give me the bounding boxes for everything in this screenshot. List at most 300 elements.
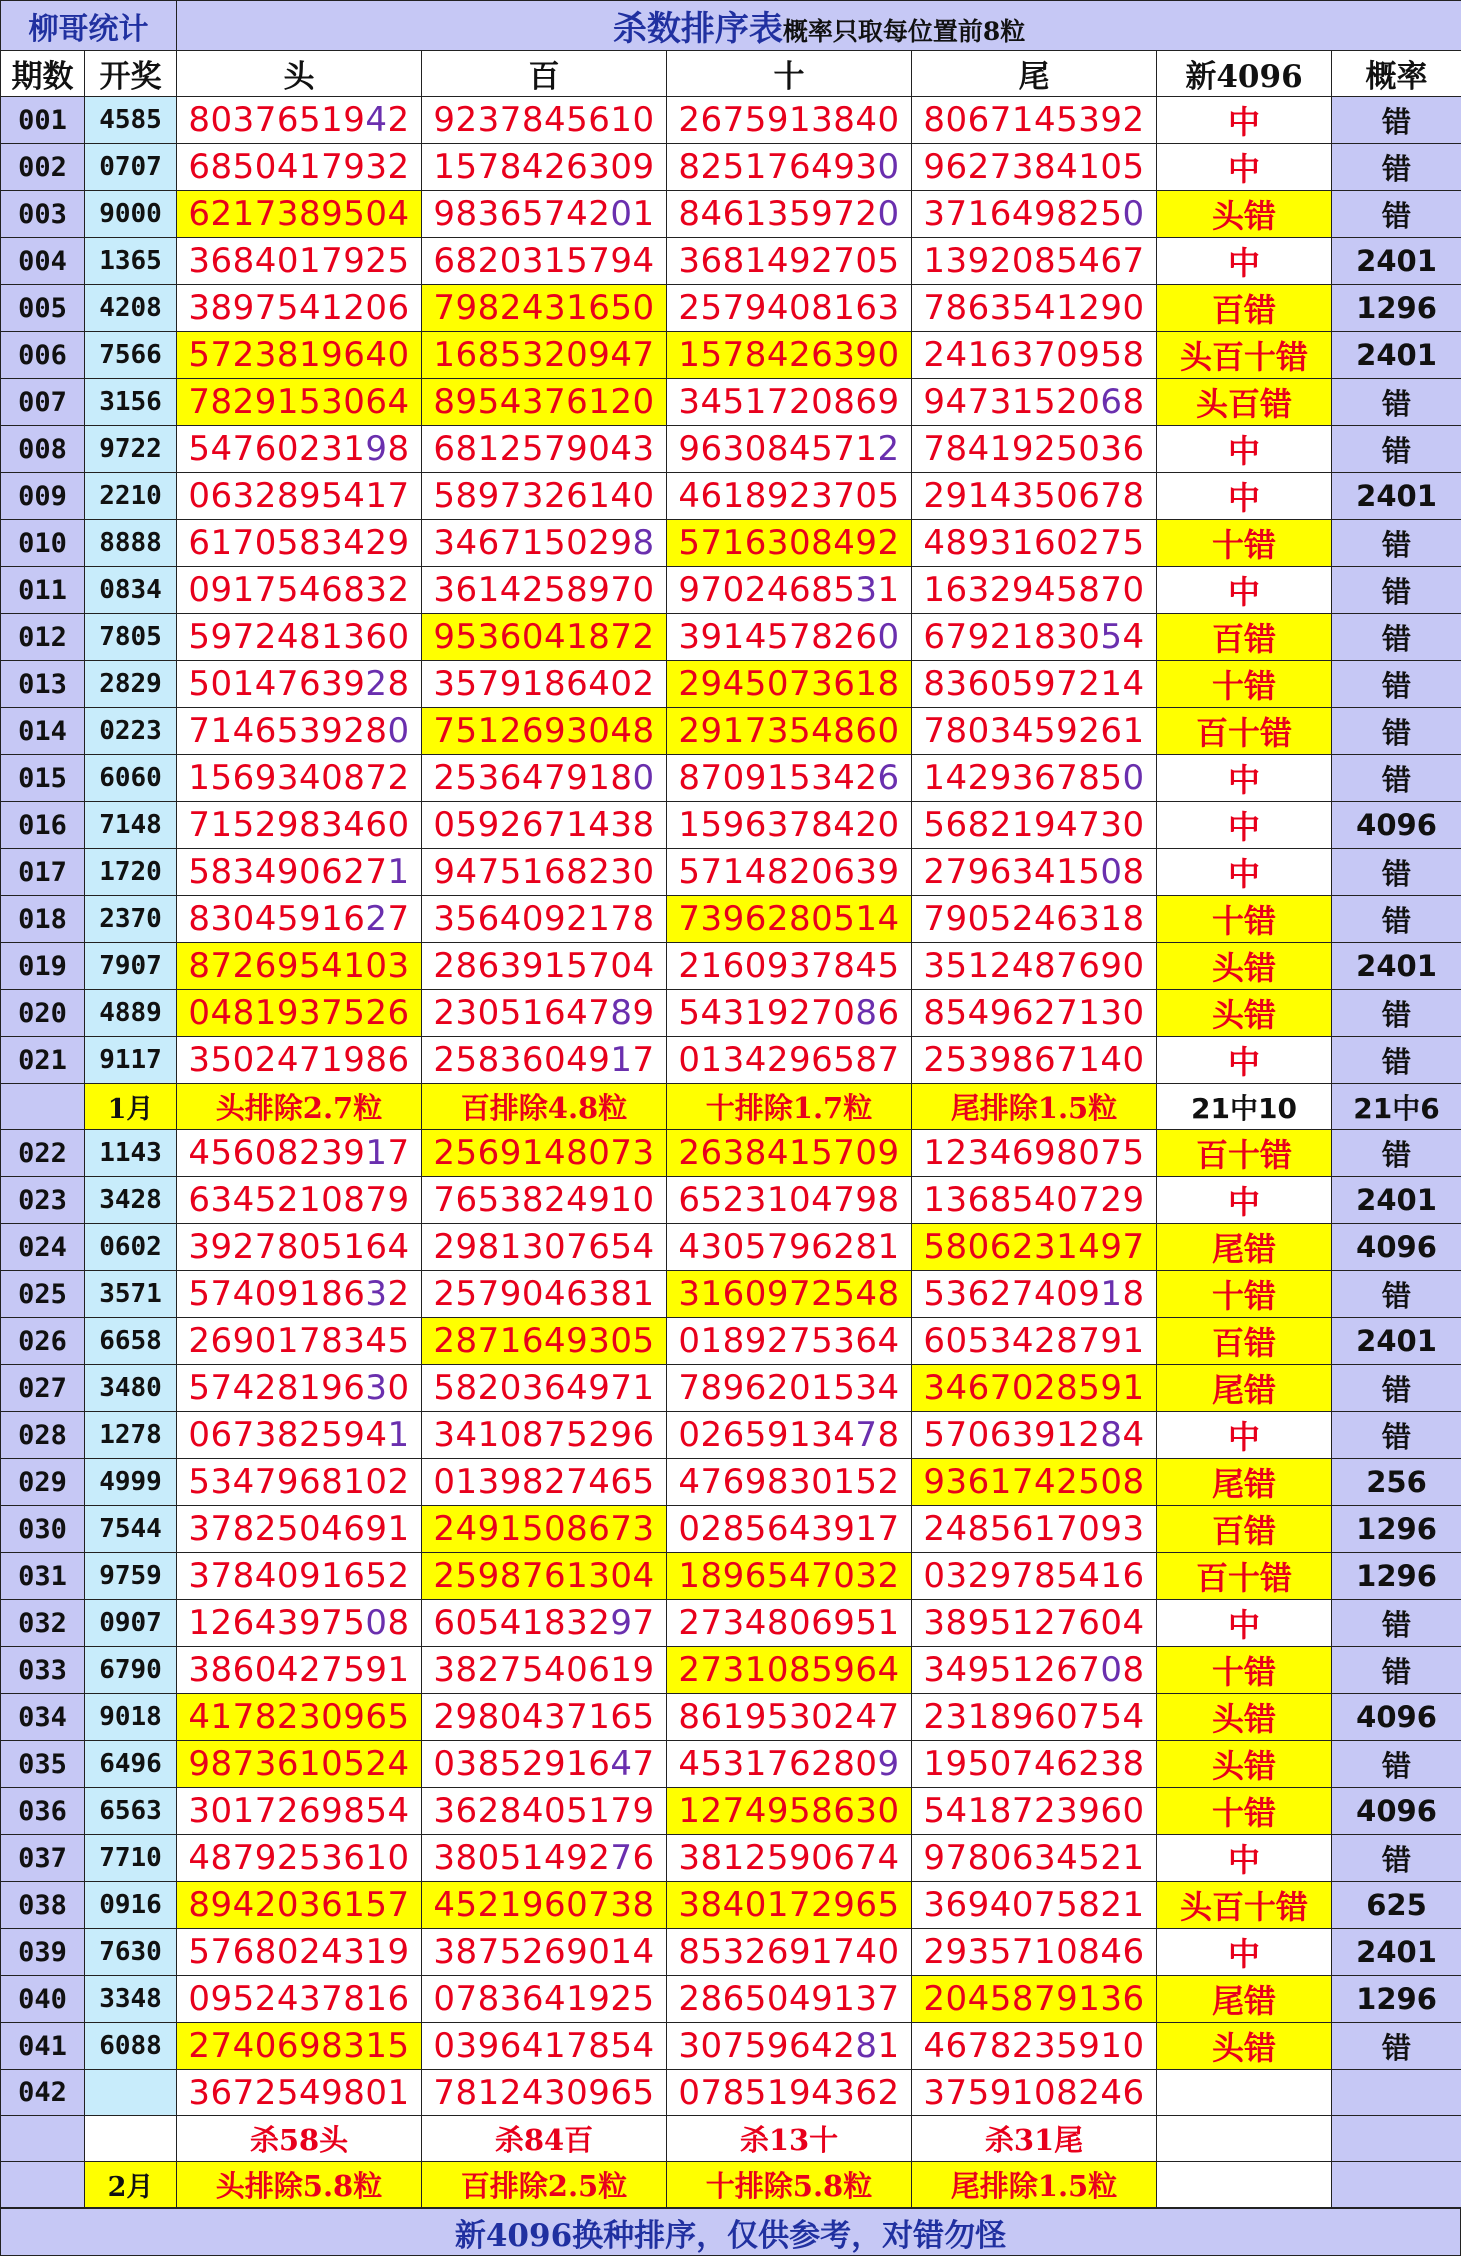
table-row bbox=[1, 1412, 1461, 1459]
sequence-text: 9536041872 bbox=[433, 617, 654, 657]
sequence-text: 4178230965 bbox=[188, 1697, 409, 1737]
sequence-text: 4531762809 bbox=[678, 1744, 899, 1784]
sequence-units bbox=[912, 708, 1157, 755]
sequence-units bbox=[912, 379, 1157, 426]
sequence-hundreds bbox=[422, 1224, 667, 1271]
sequence-tens bbox=[667, 1647, 912, 1694]
month-label: 2月 bbox=[85, 2162, 177, 2208]
probability-cell: 256 bbox=[1332, 1459, 1461, 1506]
result-cell: 头错 bbox=[1157, 2023, 1332, 2070]
matched-digit: 0 bbox=[633, 758, 655, 798]
result-cell: 百十错 bbox=[1157, 1553, 1332, 1600]
result-cell: 头百错 bbox=[1157, 379, 1332, 426]
sequence-hundreds bbox=[422, 238, 667, 285]
sequence-text: 9473152068 bbox=[923, 382, 1144, 422]
sequence-hundreds bbox=[422, 1365, 667, 1412]
sequence-text: 1368540729 bbox=[923, 1180, 1144, 1220]
result-cell: 中 bbox=[1157, 238, 1332, 285]
sequence-units bbox=[912, 1929, 1157, 1976]
draw-cell: 0907 bbox=[85, 1600, 177, 1647]
sequence-thousands bbox=[177, 1600, 422, 1647]
table-row bbox=[1, 238, 1461, 285]
sequence-units bbox=[912, 473, 1157, 520]
probability-cell: 2401 bbox=[1332, 332, 1461, 379]
sequence-thousands bbox=[177, 1318, 422, 1365]
sequence-text: 1429367850 bbox=[923, 758, 1144, 798]
sequence-text: 3694075821 bbox=[923, 1885, 1144, 1925]
title-row bbox=[1, 1, 1461, 51]
probability-cell: 错 bbox=[1332, 97, 1461, 144]
sequence-hundreds bbox=[422, 708, 667, 755]
draw-cell: 3428 bbox=[85, 1177, 177, 1224]
sequence-text: 2980437165 bbox=[433, 1697, 654, 1737]
matched-digit: 0 bbox=[1100, 1650, 1122, 1690]
sequence-tens bbox=[667, 1882, 912, 1929]
exclusion-units: 尾排除1.5粒 bbox=[912, 2162, 1157, 2208]
sequence-text: 3840172965 bbox=[678, 1885, 899, 1925]
sequence-text: 5418723960 bbox=[923, 1791, 1144, 1831]
month-summary-row bbox=[1, 2162, 1461, 2208]
sequence-text: 3897541206 bbox=[188, 288, 409, 328]
sequence-units bbox=[912, 990, 1157, 1037]
sequence-units bbox=[912, 191, 1157, 238]
sequence-text: 6820315794 bbox=[433, 241, 654, 281]
sequence-thousands bbox=[177, 238, 422, 285]
footer-row bbox=[1, 2209, 1461, 2256]
period-cell: 019 bbox=[1, 943, 85, 990]
brand-label: 柳哥统计 bbox=[1, 1, 177, 51]
table-row bbox=[1, 1130, 1461, 1177]
sequence-text: 0783641925 bbox=[433, 1979, 654, 2019]
period-cell: 035 bbox=[1, 1741, 85, 1788]
sequence-units bbox=[912, 238, 1157, 285]
sequence-hundreds bbox=[422, 1553, 667, 1600]
sequence-tens bbox=[667, 520, 912, 567]
sequence-text: 9702468531 bbox=[678, 570, 899, 610]
matched-digit: 8 bbox=[855, 2026, 877, 2066]
matched-digit: 8 bbox=[1100, 1415, 1122, 1455]
matched-digit: 1 bbox=[365, 1133, 387, 1173]
matched-digit: 1 bbox=[388, 852, 410, 892]
sequence-text: 8549627130 bbox=[923, 993, 1144, 1033]
sequence-text: 4618923705 bbox=[678, 476, 899, 516]
draw-cell: 7907 bbox=[85, 943, 177, 990]
sequence-units bbox=[912, 802, 1157, 849]
sequence-units bbox=[912, 614, 1157, 661]
kill-blank bbox=[1332, 2116, 1461, 2162]
sequence-text: 3614258970 bbox=[433, 570, 654, 610]
table-row bbox=[1, 1365, 1461, 1412]
draw-cell: 8888 bbox=[85, 520, 177, 567]
sequence-text: 2318960754 bbox=[923, 1697, 1144, 1737]
draw-cell: 6496 bbox=[85, 1741, 177, 1788]
draw-cell: 6060 bbox=[85, 755, 177, 802]
sequence-text: 7829153064 bbox=[188, 382, 409, 422]
sequence-text: 7512693048 bbox=[433, 711, 654, 751]
probability-cell: 1296 bbox=[1332, 1553, 1461, 1600]
sequence-tens bbox=[667, 896, 912, 943]
sequence-units bbox=[912, 2023, 1157, 2070]
table-row bbox=[1, 97, 1461, 144]
sequence-tens bbox=[667, 1177, 912, 1224]
sequence-units bbox=[912, 1177, 1157, 1224]
sequence-text: 2160937845 bbox=[678, 946, 899, 986]
matched-digit: 6 bbox=[1100, 382, 1122, 422]
sequence-tens bbox=[667, 849, 912, 896]
sequence-thousands bbox=[177, 567, 422, 614]
result-cell: 十错 bbox=[1157, 520, 1332, 567]
sequence-text: 2491508673 bbox=[433, 1509, 654, 1549]
period-cell: 001 bbox=[1, 97, 85, 144]
result-cell: 头百十错 bbox=[1157, 1882, 1332, 1929]
sequence-text: 2536479180 bbox=[433, 758, 654, 798]
sequence-tens bbox=[667, 1271, 912, 1318]
sequence-text: 9361742508 bbox=[923, 1462, 1144, 1502]
draw-cell: 6658 bbox=[85, 1318, 177, 1365]
sequence-text: 1578426309 bbox=[433, 147, 654, 187]
sequence-text: 4678235910 bbox=[923, 2026, 1144, 2066]
sequence-text: 2416370958 bbox=[923, 335, 1144, 375]
table-row bbox=[1, 1600, 1461, 1647]
sequence-text: 2863915704 bbox=[433, 946, 654, 986]
probability-cell: 错 bbox=[1332, 896, 1461, 943]
header-tens: 十 bbox=[667, 51, 912, 97]
sequence-hundreds bbox=[422, 520, 667, 567]
sequence-text: 2579408163 bbox=[678, 288, 899, 328]
matched-digit: 7 bbox=[855, 1415, 877, 1455]
sequence-text: 8532691740 bbox=[678, 1932, 899, 1972]
period-cell: 016 bbox=[1, 802, 85, 849]
sequence-hundreds bbox=[422, 144, 667, 191]
sequence-tens bbox=[667, 661, 912, 708]
matched-digit: 1 bbox=[610, 1040, 632, 1080]
sequence-hundreds bbox=[422, 1177, 667, 1224]
draw-cell: 1278 bbox=[85, 1412, 177, 1459]
sequence-hundreds bbox=[422, 1459, 667, 1506]
table-row bbox=[1, 1929, 1461, 1976]
sequence-text: 0285643917 bbox=[678, 1509, 899, 1549]
result-cell: 百十错 bbox=[1157, 708, 1332, 755]
exclusion-hundreds: 百排除4.8粒 bbox=[422, 1084, 667, 1130]
sequence-text: 5014763928 bbox=[188, 664, 409, 704]
period-cell: 025 bbox=[1, 1271, 85, 1318]
draw-cell: 1720 bbox=[85, 849, 177, 896]
probability-cell: 错 bbox=[1332, 191, 1461, 238]
draw-cell: 9722 bbox=[85, 426, 177, 473]
sequence-hundreds bbox=[422, 2023, 667, 2070]
sequence-hundreds bbox=[422, 990, 667, 1037]
month-blank bbox=[1, 2162, 85, 2208]
sequence-text: 5706391284 bbox=[923, 1415, 1144, 1455]
sequence-units bbox=[912, 1882, 1157, 1929]
draw-cell: 9018 bbox=[85, 1694, 177, 1741]
result-cell: 中 bbox=[1157, 1929, 1332, 1976]
table-row bbox=[1, 567, 1461, 614]
table-row bbox=[1, 1882, 1461, 1929]
result-cell: 十错 bbox=[1157, 1271, 1332, 1318]
sequence-hundreds bbox=[422, 1037, 667, 1084]
sequence-thousands bbox=[177, 1506, 422, 1553]
sequence-text: 3716498250 bbox=[923, 194, 1144, 234]
sequence-tens bbox=[667, 1318, 912, 1365]
sequence-tens bbox=[667, 191, 912, 238]
header-row bbox=[1, 51, 1461, 97]
sequence-units bbox=[912, 1318, 1157, 1365]
result-cell: 头错 bbox=[1157, 191, 1332, 238]
sequence-text: 4769830152 bbox=[678, 1462, 899, 1502]
sequence-units bbox=[912, 1506, 1157, 1553]
sequence-thousands bbox=[177, 1929, 422, 1976]
sequence-text: 3451720869 bbox=[678, 382, 899, 422]
matched-digit: 4 bbox=[610, 1744, 632, 1784]
sequence-tens bbox=[667, 144, 912, 191]
sequence-text: 2569148073 bbox=[433, 1133, 654, 1173]
table-row bbox=[1, 1037, 1461, 1084]
period-cell: 020 bbox=[1, 990, 85, 1037]
period-cell: 024 bbox=[1, 1224, 85, 1271]
sequence-tens bbox=[667, 238, 912, 285]
sequence-thousands bbox=[177, 1741, 422, 1788]
sequence-units bbox=[912, 1788, 1157, 1835]
sequence-text: 5806231497 bbox=[923, 1227, 1144, 1267]
sequence-units bbox=[912, 1741, 1157, 1788]
draw-cell: 1143 bbox=[85, 1130, 177, 1177]
sequence-thousands bbox=[177, 285, 422, 332]
month-blank bbox=[1332, 2162, 1461, 2208]
sequence-thousands bbox=[177, 1553, 422, 1600]
sequence-text: 9237845610 bbox=[433, 100, 654, 140]
sequence-text: 5431927086 bbox=[678, 993, 899, 1033]
sequence-text: 8360597214 bbox=[923, 664, 1144, 704]
table-row bbox=[1, 896, 1461, 943]
matched-digit: 0 bbox=[878, 617, 900, 657]
sequence-text: 5740918632 bbox=[188, 1274, 409, 1314]
sequence-text: 2796341508 bbox=[923, 852, 1144, 892]
table-row bbox=[1, 1318, 1461, 1365]
draw-cell: 4585 bbox=[85, 97, 177, 144]
sequence-units bbox=[912, 1412, 1157, 1459]
sequence-text: 2690178345 bbox=[188, 1321, 409, 1361]
sequence-thousands bbox=[177, 896, 422, 943]
sequence-text: 7863541290 bbox=[923, 288, 1144, 328]
sequence-text: 9627384105 bbox=[923, 147, 1144, 187]
sequence-units bbox=[912, 1976, 1157, 2023]
sequence-text: 0673825941 bbox=[188, 1415, 409, 1455]
sequence-hundreds bbox=[422, 1130, 667, 1177]
sequence-hundreds bbox=[422, 896, 667, 943]
period-cell: 003 bbox=[1, 191, 85, 238]
period-cell: 030 bbox=[1, 1506, 85, 1553]
exclusion-hundreds: 百排除2.5粒 bbox=[422, 2162, 667, 2208]
sequence-text: 1234698075 bbox=[923, 1133, 1144, 1173]
result-cell: 中 bbox=[1157, 1600, 1332, 1647]
sequence-text: 6054183297 bbox=[433, 1603, 654, 1643]
sequence-text: 3075964281 bbox=[678, 2026, 899, 2066]
draw-cell: 7148 bbox=[85, 802, 177, 849]
header-thousands: 头 bbox=[177, 51, 422, 97]
table-row bbox=[1, 1271, 1461, 1318]
sequence-tens bbox=[667, 708, 912, 755]
table-row bbox=[1, 1835, 1461, 1882]
sequence-text: 2945073618 bbox=[678, 664, 899, 704]
sequence-hundreds bbox=[422, 755, 667, 802]
sequence-text: 2935710846 bbox=[923, 1932, 1144, 1972]
table-row bbox=[1, 708, 1461, 755]
sequence-text: 5834906271 bbox=[188, 852, 409, 892]
table-row bbox=[1, 849, 1461, 896]
result-cell: 十错 bbox=[1157, 1647, 1332, 1694]
result-cell: 中 bbox=[1157, 1835, 1332, 1882]
sequence-thousands bbox=[177, 849, 422, 896]
sequence-thousands bbox=[177, 1130, 422, 1177]
table-row bbox=[1, 379, 1461, 426]
sequence-text: 9475168230 bbox=[433, 852, 654, 892]
sequence-units bbox=[912, 2070, 1157, 2116]
sequence-tens bbox=[667, 943, 912, 990]
exclusion-tens: 十排除5.8粒 bbox=[667, 2162, 912, 2208]
table-row bbox=[1, 1177, 1461, 1224]
draw-cell: 9759 bbox=[85, 1553, 177, 1600]
matched-digit: 7 bbox=[610, 1838, 632, 1878]
period-cell: 036 bbox=[1, 1788, 85, 1835]
sequence-tens bbox=[667, 1835, 912, 1882]
result-cell: 十错 bbox=[1157, 896, 1332, 943]
sequence-thousands bbox=[177, 1365, 422, 1412]
probability-cell: 错 bbox=[1332, 755, 1461, 802]
draw-cell: 7544 bbox=[85, 1506, 177, 1553]
draw-cell: 7630 bbox=[85, 1929, 177, 1976]
sequence-thousands bbox=[177, 708, 422, 755]
matched-digit: 9 bbox=[365, 429, 387, 469]
sequence-text: 2914350678 bbox=[923, 476, 1144, 516]
sequence-hundreds bbox=[422, 285, 667, 332]
period-cell: 039 bbox=[1, 1929, 85, 1976]
probability-cell: 2401 bbox=[1332, 1929, 1461, 1976]
sequence-text: 3784091652 bbox=[188, 1556, 409, 1596]
sequence-text: 3502471986 bbox=[188, 1040, 409, 1080]
period-cell: 002 bbox=[1, 144, 85, 191]
probability-cell: 错 bbox=[1332, 1412, 1461, 1459]
sequence-units bbox=[912, 426, 1157, 473]
exclusion-thousands: 头排除2.7粒 bbox=[177, 1084, 422, 1130]
kill-blank bbox=[85, 2116, 177, 2162]
draw-cell: 3348 bbox=[85, 1976, 177, 2023]
result-cell: 中 bbox=[1157, 802, 1332, 849]
header-period: 期数 bbox=[1, 51, 85, 97]
sequence-units bbox=[912, 1835, 1157, 1882]
header-draw: 开奖 bbox=[85, 51, 177, 97]
sequence-hundreds bbox=[422, 426, 667, 473]
sequence-units bbox=[912, 97, 1157, 144]
sequence-tens bbox=[667, 332, 912, 379]
sequence-text: 0785194362 bbox=[678, 2073, 899, 2113]
table-row bbox=[1, 2070, 1461, 2116]
matched-digit: 0 bbox=[388, 711, 410, 751]
sequence-text: 2579046381 bbox=[433, 1274, 654, 1314]
probability-cell: 1296 bbox=[1332, 1506, 1461, 1553]
sequence-text: 3805149276 bbox=[433, 1838, 654, 1878]
result-cell: 尾错 bbox=[1157, 1459, 1332, 1506]
draw-cell: 6088 bbox=[85, 2023, 177, 2070]
sequence-text: 5682194730 bbox=[923, 805, 1144, 845]
result-cell: 中 bbox=[1157, 567, 1332, 614]
kill-row bbox=[1, 2116, 1461, 2162]
probability-cell: 错 bbox=[1332, 708, 1461, 755]
sequence-text: 8942036157 bbox=[188, 1885, 409, 1925]
sequence-thousands bbox=[177, 1788, 422, 1835]
draw-cell: 4208 bbox=[85, 285, 177, 332]
sequence-text: 3564092178 bbox=[433, 899, 654, 939]
sequence-text: 3875269014 bbox=[433, 1932, 654, 1972]
sequence-thousands bbox=[177, 943, 422, 990]
draw-cell: 6790 bbox=[85, 1647, 177, 1694]
sequence-tens bbox=[667, 1130, 912, 1177]
matched-digit: 1 bbox=[388, 1415, 410, 1455]
sequence-text: 3467150298 bbox=[433, 523, 654, 563]
period-cell: 042 bbox=[1, 2070, 85, 2116]
sequence-text: 7146539280 bbox=[188, 711, 409, 751]
sequence-tens bbox=[667, 1600, 912, 1647]
result-cell: 百错 bbox=[1157, 1506, 1332, 1553]
probability-cell: 1296 bbox=[1332, 285, 1461, 332]
period-cell: 009 bbox=[1, 473, 85, 520]
draw-cell: 0834 bbox=[85, 567, 177, 614]
sequence-tens bbox=[667, 1976, 912, 2023]
probability-cell: 错 bbox=[1332, 1647, 1461, 1694]
table-row bbox=[1, 1224, 1461, 1271]
title-cell bbox=[177, 1, 1461, 51]
result-cell: 头错 bbox=[1157, 990, 1332, 1037]
sequence-text: 0189275364 bbox=[678, 1321, 899, 1361]
sequence-text: 4521960738 bbox=[433, 1885, 654, 1925]
sequence-thousands bbox=[177, 332, 422, 379]
result-cell: 中 bbox=[1157, 473, 1332, 520]
sequence-text: 5723819640 bbox=[188, 335, 409, 375]
result-cell: 十错 bbox=[1157, 1788, 1332, 1835]
sequence-thousands bbox=[177, 1882, 422, 1929]
sequence-text: 5768024319 bbox=[188, 1932, 409, 1972]
sequence-text: 3895127604 bbox=[923, 1603, 1144, 1643]
matched-digit: 8 bbox=[633, 523, 655, 563]
sequence-hundreds bbox=[422, 1412, 667, 1459]
sequence-tens bbox=[667, 1224, 912, 1271]
sequence-text: 6217389504 bbox=[188, 194, 409, 234]
table-row bbox=[1, 943, 1461, 990]
sequence-text: 7905246318 bbox=[923, 899, 1144, 939]
matched-digit: 0 bbox=[1123, 194, 1145, 234]
draw-cell: 4999 bbox=[85, 1459, 177, 1506]
matched-digit: 9 bbox=[610, 1603, 632, 1643]
sequence-text: 0385291647 bbox=[433, 1744, 654, 1784]
table-row bbox=[1, 1694, 1461, 1741]
sequence-units bbox=[912, 1600, 1157, 1647]
sequence-tens bbox=[667, 473, 912, 520]
sequence-text: 2305164789 bbox=[433, 993, 654, 1033]
draw-cell: 7710 bbox=[85, 1835, 177, 1882]
sequence-units bbox=[912, 1553, 1157, 1600]
sequence-thousands bbox=[177, 520, 422, 567]
draw-cell bbox=[85, 2070, 177, 2116]
period-cell: 026 bbox=[1, 1318, 85, 1365]
probability-cell: 错 bbox=[1332, 1600, 1461, 1647]
table-row bbox=[1, 473, 1461, 520]
matched-digit: 6 bbox=[878, 758, 900, 798]
sequence-units bbox=[912, 755, 1157, 802]
sequence-text: 3160972548 bbox=[678, 1274, 899, 1314]
sequence-hundreds bbox=[422, 1741, 667, 1788]
sequence-text: 9630845712 bbox=[678, 429, 899, 469]
result-cell: 中 bbox=[1157, 97, 1332, 144]
